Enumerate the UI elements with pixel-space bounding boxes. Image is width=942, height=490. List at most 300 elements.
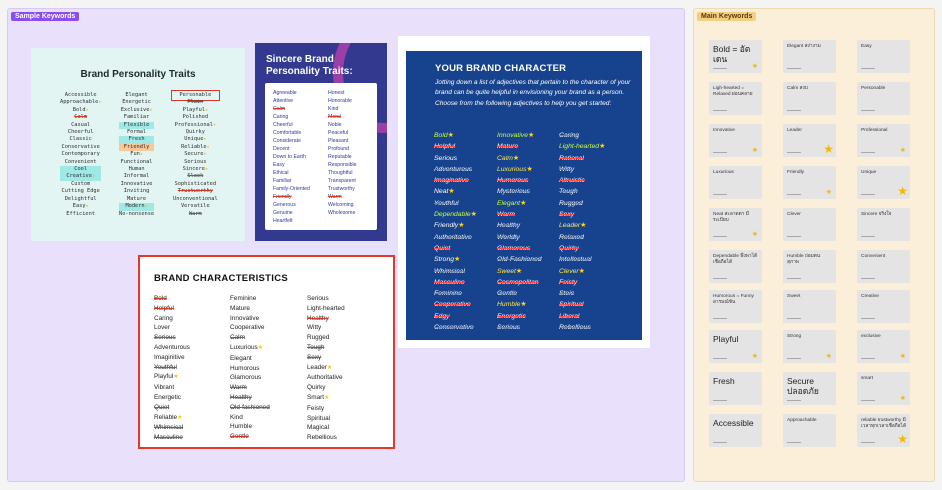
star-icon: ★ xyxy=(257,344,264,351)
trait-column-2 xyxy=(497,130,542,333)
sticky-note[interactable] xyxy=(857,414,910,447)
sticky-note[interactable] xyxy=(857,40,910,73)
trait-word: Calm★ xyxy=(497,154,520,162)
sticky-note[interactable] xyxy=(783,166,836,199)
trait-word: Strong★ xyxy=(434,256,461,264)
trait-word: Altruistic xyxy=(559,177,585,185)
sticky-note[interactable] xyxy=(857,208,910,241)
trait-word: Adventurous xyxy=(154,343,190,351)
trait-word: Magical xyxy=(307,424,330,432)
trait-word: Calm xyxy=(74,114,88,121)
author-line xyxy=(787,442,801,443)
trait-word: Personable xyxy=(173,92,218,99)
trait-word: Cheerful xyxy=(273,122,293,128)
sticky-note[interactable] xyxy=(857,290,910,323)
trait-word: Humorous xyxy=(497,177,529,185)
sincere-brand-traits-image[interactable] xyxy=(255,43,387,241)
sticky-note-text: Accessible xyxy=(713,418,754,428)
star-icon: ★ xyxy=(470,211,477,219)
sticky-note[interactable] xyxy=(709,250,762,283)
trait-word: Modern★ xyxy=(119,203,154,210)
sticky-note-text: Neat สะอาดตา มีระเบียบ xyxy=(713,212,749,223)
star-icon: ★ xyxy=(751,231,758,238)
star-icon: ★ xyxy=(751,147,758,154)
trait-word: Familiar xyxy=(273,178,292,184)
star-icon: ★ xyxy=(203,151,207,158)
star-icon: ★ xyxy=(515,267,523,275)
trait-word: Whimsical xyxy=(434,267,465,275)
trait-word: Neat★ xyxy=(434,188,455,196)
trait-word: Humorous xyxy=(230,364,260,372)
author-line xyxy=(861,278,875,279)
star-icon: ★ xyxy=(899,147,906,154)
trait-word: Kind xyxy=(230,413,243,421)
trait-word: Decent xyxy=(273,146,290,152)
trait-word: Reliable★ xyxy=(181,143,210,150)
trait-word: Mature xyxy=(230,304,250,312)
trait-word: Considerate xyxy=(273,138,301,144)
trait-word: Witty xyxy=(559,165,575,173)
trait-word: Innovative★ xyxy=(497,132,535,139)
trait-word: Functional xyxy=(120,158,153,165)
trait-word: Caring xyxy=(154,314,173,322)
trait-word: Playful★ xyxy=(154,373,179,381)
star-icon: ★ xyxy=(751,63,758,70)
trait-word: Adventurous xyxy=(434,165,473,173)
trait-word: Spiritual xyxy=(559,301,584,309)
trait-word: Honorable xyxy=(328,98,352,104)
sticky-note[interactable] xyxy=(709,166,762,199)
sticky-note-text: Convenient xyxy=(861,254,886,259)
trait-word: Cooperative xyxy=(230,324,265,332)
trait-word: Conservative xyxy=(61,143,100,150)
trait-word: Authoritative xyxy=(434,233,472,241)
author-line xyxy=(787,400,801,401)
sticky-note[interactable] xyxy=(709,124,762,157)
trait-word: Familiar xyxy=(123,114,150,121)
trait-word: Agreeable xyxy=(273,90,297,96)
trait-word: Leader★ xyxy=(307,363,333,371)
sticky-note[interactable] xyxy=(783,290,836,323)
star-icon: ★ xyxy=(825,353,832,360)
trait-word: Quiet xyxy=(154,403,170,411)
card-title: YOUR BRAND CHARACTER xyxy=(435,63,567,74)
trait-word: Elegant★ xyxy=(497,199,527,207)
author-line xyxy=(713,318,727,319)
trait-word: Peaceful xyxy=(328,130,349,136)
author-line xyxy=(861,318,875,319)
trait-word: Moral xyxy=(328,114,341,120)
trait-word: Mysterious xyxy=(497,188,530,196)
trait-word: Bold xyxy=(154,295,167,302)
sticky-note-text: Playful xyxy=(713,334,739,344)
sticky-note[interactable] xyxy=(783,40,836,73)
trait-word: Fresh xyxy=(119,136,154,143)
trait-word: Trustworthy xyxy=(177,188,213,195)
trait-word: Quirky xyxy=(559,244,579,252)
trait-word: Warm xyxy=(497,211,515,219)
trait-word: Light-hearted★ xyxy=(559,143,606,151)
section-tag[interactable]: Sample Keywords xyxy=(11,12,79,21)
trait-word: Intellectual xyxy=(559,256,592,264)
trait-word: Elegant xyxy=(230,354,252,362)
trait-word: Luxurious★ xyxy=(230,343,264,351)
trait-word: Cosmopolitan xyxy=(497,278,539,286)
star-icon: ★ xyxy=(526,165,533,173)
trait-word: Feisty xyxy=(559,278,578,286)
trait-word: Imaginitive xyxy=(154,353,185,361)
trait-word: Cutting Edge xyxy=(61,188,100,195)
trait-word: Quirky xyxy=(185,129,205,136)
sticky-note[interactable] xyxy=(783,82,836,115)
trait-word: Profound xyxy=(328,146,350,152)
star-icon: ★ xyxy=(326,364,333,371)
sticky-note[interactable] xyxy=(857,372,910,405)
author-line xyxy=(861,400,875,401)
author-line xyxy=(713,194,727,195)
star-icon: ★ xyxy=(98,99,102,106)
star-icon: ★ xyxy=(527,132,535,139)
trait-word: Bold★ xyxy=(72,106,89,113)
card-title: BRAND CHARACTERISTICS xyxy=(154,273,289,284)
trait-word: Cool xyxy=(60,166,101,173)
sticky-note-text: Fresh xyxy=(713,376,735,386)
star-icon: ★ xyxy=(899,353,906,360)
trait-word: Unconventional xyxy=(173,195,218,202)
sticky-note-text: Innovative xyxy=(713,128,735,133)
trait-word: Tough xyxy=(307,343,325,351)
trait-word: Sleek xyxy=(187,173,204,180)
sticky-note[interactable] xyxy=(857,82,910,115)
trait-word: Custom xyxy=(71,180,91,187)
trait-word: Delightful xyxy=(64,195,97,202)
sticky-note-text: Ligh-hearted = Relaxed ผ่อนคลาย xyxy=(713,86,753,97)
trait-word: Serious xyxy=(434,154,458,162)
star-icon: ★ xyxy=(324,394,330,401)
trait-word: Transparent xyxy=(328,178,356,184)
trait-word: Youthful xyxy=(154,363,177,371)
trait-word: Easy xyxy=(273,162,285,168)
section-tag[interactable]: Main Keywords xyxy=(697,12,756,21)
trait-word: Bold★ xyxy=(434,132,454,139)
trait-word: Worldly xyxy=(497,233,520,241)
trait-word: Friendly xyxy=(273,194,292,200)
sticky-note-text: Elegant สง่างาม xyxy=(787,44,821,49)
sticky-note[interactable] xyxy=(783,250,836,283)
trait-word: Comfortable xyxy=(273,130,302,136)
trait-word: Sincere★ xyxy=(182,166,208,173)
star-icon: ★ xyxy=(825,189,832,196)
sticky-note[interactable] xyxy=(709,208,762,241)
star-icon: ★ xyxy=(85,106,89,113)
author-line xyxy=(713,152,727,153)
author-line xyxy=(713,400,727,401)
author-line xyxy=(787,194,801,195)
trait-word: Lover xyxy=(154,324,170,332)
sticky-note-text: Easy xyxy=(861,44,872,49)
sticky-note-text: Luxurious xyxy=(713,170,734,175)
star-icon: ★ xyxy=(448,188,455,196)
trait-word: Edgy xyxy=(434,312,450,320)
sticky-note[interactable] xyxy=(783,372,836,405)
star-icon: ★ xyxy=(578,267,585,275)
trait-column-1 xyxy=(434,130,477,333)
trait-word: Sweet★ xyxy=(497,267,523,275)
trait-word: Easy★ xyxy=(72,203,89,210)
star-icon: ★ xyxy=(206,143,210,150)
trait-word: Calm xyxy=(230,334,245,342)
trait-word: Versatile xyxy=(180,203,210,210)
trait-word: Mature xyxy=(497,143,519,151)
author-line xyxy=(787,318,801,319)
trait-word: Gentle xyxy=(497,290,518,298)
author-line xyxy=(787,358,801,359)
sticky-note[interactable] xyxy=(857,250,910,283)
trait-word: Caring xyxy=(273,114,289,120)
trait-word: Gentle xyxy=(230,433,249,441)
trait-word: Thoughtful xyxy=(328,170,353,176)
trait-word: Innovative xyxy=(120,180,153,187)
trait-word: Exclusive★ xyxy=(120,106,153,113)
trait-word: Relaxed xyxy=(559,233,584,241)
star-icon: ★ xyxy=(85,203,89,210)
trait-word: Rugged xyxy=(559,199,583,207)
author-line xyxy=(787,278,801,279)
sticky-note-text: Friendly xyxy=(787,170,805,175)
sticky-note-text: Strong xyxy=(787,334,802,339)
trait-word: Welcoming xyxy=(328,202,354,208)
trait-word: Youthful xyxy=(434,199,459,207)
brand-personality-traits-image[interactable] xyxy=(31,48,245,241)
trait-word: Friendly★ xyxy=(434,222,465,230)
star-icon: ★ xyxy=(91,173,95,180)
star-icon: ★ xyxy=(823,142,834,156)
intro-paragraph: Jotting down a list of adjectives that pertain to the character of your brand can be quite helpful in envisioning your brand as a person. Choose from the following adjectives to help you get started: xyxy=(435,79,631,107)
sticky-note[interactable] xyxy=(709,40,762,73)
star-icon: ★ xyxy=(520,199,527,207)
main-keywords-section[interactable] xyxy=(693,8,935,482)
trait-word: Healthy xyxy=(230,393,252,401)
sticky-note-text: Dependable พึ่งพาได้ เชื่อถือได้ xyxy=(713,254,758,265)
star-icon: ★ xyxy=(144,203,148,210)
sticky-note[interactable] xyxy=(709,414,762,447)
trait-word: Masculine xyxy=(154,434,183,442)
trait-word: Secure★ xyxy=(184,151,207,158)
sticky-note-text: Clever xyxy=(787,212,801,217)
trait-word: Honest xyxy=(328,90,345,96)
trait-word: Pleasant xyxy=(328,138,349,144)
trait-word: Warm xyxy=(328,194,342,200)
trait-word: Feisty xyxy=(307,404,325,412)
author-line xyxy=(861,358,875,359)
author-line xyxy=(787,110,801,111)
trait-word: Formal xyxy=(126,129,147,136)
trait-word: Energetic xyxy=(497,312,526,320)
star-icon: ★ xyxy=(897,184,908,198)
sticky-note[interactable] xyxy=(783,414,836,447)
trait-word: Efficient xyxy=(66,210,95,217)
trait-word: Unique★ xyxy=(184,136,207,143)
star-icon: ★ xyxy=(212,121,216,128)
trait-column-1 xyxy=(273,89,310,225)
sticky-note-text: Secure ปลอดภัย xyxy=(787,376,819,396)
trait-word: Reputable xyxy=(328,154,352,160)
trait-word: Glamorous xyxy=(230,374,262,382)
trait-word: Witty xyxy=(307,324,322,332)
trait-word: Mature xyxy=(126,195,147,202)
trait-word: Sexy xyxy=(307,353,322,361)
sticky-note-text: smart xyxy=(861,376,873,381)
trait-word: Feminine xyxy=(230,295,257,302)
trait-word: Innovative xyxy=(230,314,260,322)
trait-word: Attentive xyxy=(273,98,294,104)
trait-word: Friendly xyxy=(119,144,154,151)
sticky-note-text: Sincere จริงใจ xyxy=(861,212,892,217)
trait-word: Vibrant xyxy=(154,384,175,392)
sticky-note[interactable] xyxy=(709,330,762,363)
trait-column-2 xyxy=(119,92,154,218)
trait-word: Dependable★ xyxy=(434,211,477,219)
sticky-note[interactable] xyxy=(857,166,910,199)
trait-word: Professional★ xyxy=(174,121,216,128)
trait-word: Conservative xyxy=(434,324,474,332)
card-title: Brand Personality Traits xyxy=(80,69,196,80)
sticky-note-text: Bold = อัตเดน xyxy=(713,44,751,64)
trait-word: Caring xyxy=(559,132,580,139)
trait-word: Rebellious xyxy=(307,434,337,442)
trait-word: Cheerful xyxy=(67,129,94,136)
trait-word: Leader★ xyxy=(559,222,587,230)
trait-word: Old-Fashioned xyxy=(497,256,542,264)
star-icon: ★ xyxy=(520,301,527,309)
trait-word: Quiet xyxy=(434,244,451,252)
trait-word: Feminine xyxy=(434,290,462,298)
card-title: Sincere Brand Personality Traits: xyxy=(266,54,353,77)
trait-column-3 xyxy=(307,294,345,443)
trait-word: Humble★ xyxy=(497,301,527,309)
sticky-note[interactable] xyxy=(783,124,836,157)
trait-word: Classic xyxy=(69,136,92,143)
trait-word: Family-Oriented xyxy=(273,186,310,192)
trait-word: Wholesome xyxy=(328,210,356,216)
sticky-note-text: Unique xyxy=(861,170,877,175)
star-icon: ★ xyxy=(203,136,207,143)
star-icon: ★ xyxy=(149,106,153,113)
trait-word: Healthy xyxy=(307,314,329,322)
author-line xyxy=(713,68,727,69)
star-icon: ★ xyxy=(512,154,520,162)
trait-word: Casual xyxy=(71,121,91,128)
author-line xyxy=(861,442,875,443)
sticky-note-text: Professional xyxy=(861,128,888,133)
trait-word: Clever★ xyxy=(559,267,585,275)
trait-word: Liberal xyxy=(559,312,580,320)
trait-word: Contemporary xyxy=(61,151,100,158)
trait-column-1 xyxy=(60,92,101,218)
sticky-note[interactable] xyxy=(857,330,910,363)
sticky-note[interactable] xyxy=(857,124,910,157)
trait-word: Light-hearted xyxy=(307,304,345,312)
trait-word: Warm xyxy=(188,210,202,217)
trait-word: Approachable★ xyxy=(60,99,102,106)
star-icon: ★ xyxy=(173,374,179,381)
trait-word: Serious xyxy=(307,295,329,302)
trait-word: Elegant xyxy=(125,92,148,98)
sticky-note-text: Leader xyxy=(787,128,802,133)
trait-word: Inviting xyxy=(123,188,150,195)
trait-word: Human xyxy=(128,166,145,173)
trait-word: Serious xyxy=(154,334,176,342)
sticky-note[interactable] xyxy=(709,82,762,115)
trait-word: No-nonsense xyxy=(119,210,155,217)
trait-word: Plain xyxy=(187,99,204,106)
star-icon: ★ xyxy=(139,151,143,158)
trait-word: Warm xyxy=(230,384,247,392)
sticky-note-text: reliable trustworthy มีเวลาทุกเวลาเชื่อถือได้ xyxy=(861,418,907,429)
trait-word: Cooperative xyxy=(434,301,471,309)
trait-word: Masculine xyxy=(434,278,465,286)
author-line xyxy=(861,110,875,111)
sticky-note-text: Humorous = Funny อารมณ์ขัน xyxy=(713,294,754,305)
star-icon: ★ xyxy=(454,256,461,264)
trait-word: Reliable★ xyxy=(154,413,183,421)
brand-characteristics-image[interactable] xyxy=(138,255,395,449)
trait-word: Calm xyxy=(273,106,286,112)
star-icon: ★ xyxy=(580,222,587,230)
sticky-note[interactable] xyxy=(783,208,836,241)
trait-word: Healthy xyxy=(497,222,521,230)
sticky-note[interactable] xyxy=(709,372,762,405)
author-line xyxy=(861,236,875,237)
sticky-note-text: Creative xyxy=(861,294,879,299)
author-line xyxy=(713,236,727,237)
trait-word: Helpful xyxy=(154,304,174,312)
trait-word: Heartfelt xyxy=(273,218,293,224)
star-icon: ★ xyxy=(447,132,454,139)
star-icon: ★ xyxy=(751,353,758,360)
trait-column-1 xyxy=(154,294,190,443)
trait-word: Informal xyxy=(123,173,150,180)
sticky-note[interactable] xyxy=(783,330,836,363)
author-line xyxy=(787,236,801,237)
author-line xyxy=(713,110,727,111)
trait-word: Authoritative xyxy=(307,374,343,382)
trait-word: Serious xyxy=(184,158,207,165)
trait-word: Rebellious xyxy=(559,324,591,332)
trait-word: Convenient xyxy=(64,158,97,165)
author-line xyxy=(861,152,875,153)
author-line xyxy=(713,358,727,359)
author-line xyxy=(713,442,727,443)
sticky-note[interactable] xyxy=(709,290,762,323)
trait-word: Rational xyxy=(559,154,584,162)
trait-word: Imaginative xyxy=(434,177,469,185)
author-line xyxy=(861,194,875,195)
trait-word: Down to Earth xyxy=(273,154,306,160)
trait-word: Serious xyxy=(497,324,521,332)
trait-column-3 xyxy=(559,130,605,333)
star-icon: ★ xyxy=(899,395,906,402)
trait-word: Fun★ xyxy=(130,151,143,158)
trait-word: Energetic xyxy=(154,393,181,401)
star-icon: ★ xyxy=(458,222,465,230)
trait-word: Whimsical xyxy=(154,424,184,432)
trait-word: Genuine xyxy=(273,210,293,216)
star-icon: ★ xyxy=(204,106,208,113)
brand-character-content xyxy=(398,36,650,348)
trait-word: Spiritual xyxy=(307,414,331,422)
sticky-note-text: Approachable xyxy=(787,418,817,423)
